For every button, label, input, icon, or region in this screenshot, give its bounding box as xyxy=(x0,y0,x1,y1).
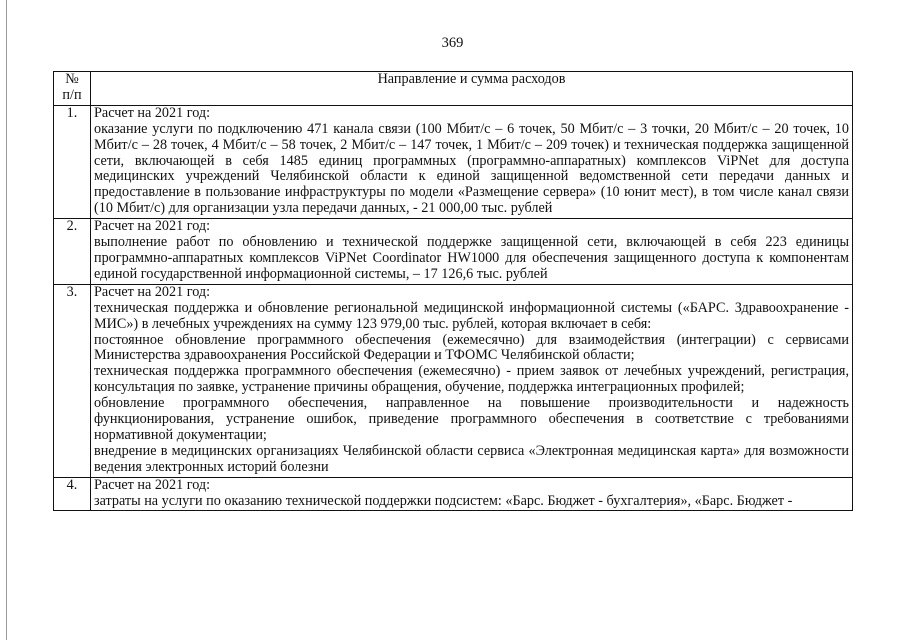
row-content xyxy=(91,477,853,511)
row-paragraph: постоянное обновление программного обеспечения (ежемесячно) для взаимодействия (интеграции) с сервисами Министерства здравоохранения Российской Федерации и ТФОМС Челябинской области; xyxy=(94,331,849,364)
row-paragraph: выполнение работ по обновлению и технической поддержке защищенной сети, включающей в себя 223 единицы программно-аппаратных комплексов ViPNet Coordinator HW1000 для обеспечения защищенного доступа к компонентам единой государственной информационной системы, – 17 126,6 тыс. рублей xyxy=(94,234,849,282)
row-number: 1. xyxy=(54,105,91,218)
page-number: 369 xyxy=(441,35,464,51)
table-header-row xyxy=(54,72,853,106)
row-number: 3. xyxy=(54,284,91,477)
table-row xyxy=(54,105,853,218)
header-num-line1: № xyxy=(65,71,79,87)
row-paragraph: обновление программного обеспечения, направленное на повышение производительности и надежность функционирования, устранение ошибок, приведение программного обеспечения в соответствие с требованиями нормативной документации; xyxy=(94,395,849,443)
table-row xyxy=(54,219,853,285)
table-row xyxy=(54,477,853,511)
row-paragraph: техническая поддержка программного обеспечения (ежемесячно) - прием заявок от лечебных учреждений, регистрация, консультация по заявке, устранение причины обращения, обучение, поддержка интеграционных профилей; xyxy=(94,363,849,396)
row-title: Расчет на 2021 год: xyxy=(94,218,211,235)
row-paragraph: техническая поддержка и обновление региональной медицинской информационной системы («БАРС. Здравоохранение - МИС») в лечебных учреждениях на сумму 123 979,00 тыс. рублей, которая включает в себя: xyxy=(94,299,849,332)
header-num-line2: п/п xyxy=(62,86,82,103)
header-direction-cell: Направление и сумма расходов xyxy=(91,72,853,106)
row-content xyxy=(91,219,853,285)
row-paragraph: оказание услуги по подключению 471 канала связи (100 Мбит/с – 6 точек, 50 Мбит/с – 3 точки, 20 Мбит/с – 20 точек, 10 Мбит/с – 28 точек, 4 Мбит/с – 58 точек, 2 Мбит/с – 147 точек, 1 Мбит/с – 209 точек) и техническая поддержка защищенной сети, включающей в себя 1485 единиц программных (программно-аппаратных) комплексов ViPNet для доступа медицинских учреждений Челябинской области к единой защищенной ведомственной сети передачи данных и предоставление в пользование инфраструктуры по модели «Размещение сервера» (10 юнит мест), в том числе канал связи (10 Мбит/с) для организации узла передачи данных, - 21 000,00 тыс. рублей xyxy=(94,120,849,217)
row-number: 2. xyxy=(54,219,91,285)
row-number: 4. xyxy=(54,477,91,511)
row-paragraph: внедрение в медицинских организациях Челябинской области сервиса «Электронная медицинская карта» для возможности ведения электронных историй болезни xyxy=(94,442,849,475)
row-title: Расчет на 2021 год: xyxy=(94,283,211,300)
row-content xyxy=(91,284,853,477)
header-num-cell xyxy=(54,72,91,106)
page-edge-line xyxy=(6,0,7,640)
row-content xyxy=(91,105,853,218)
row-paragraph: затраты на услуги по оказанию технической поддержки подсистем: «Барс. Бюджет - бухгалтерия», «Барс. Бюджет - xyxy=(94,492,793,509)
table-row xyxy=(54,284,853,477)
expenses-table xyxy=(53,71,853,511)
row-title: Расчет на 2021 год: xyxy=(94,476,211,493)
row-title: Расчет на 2021 год: xyxy=(94,104,211,121)
